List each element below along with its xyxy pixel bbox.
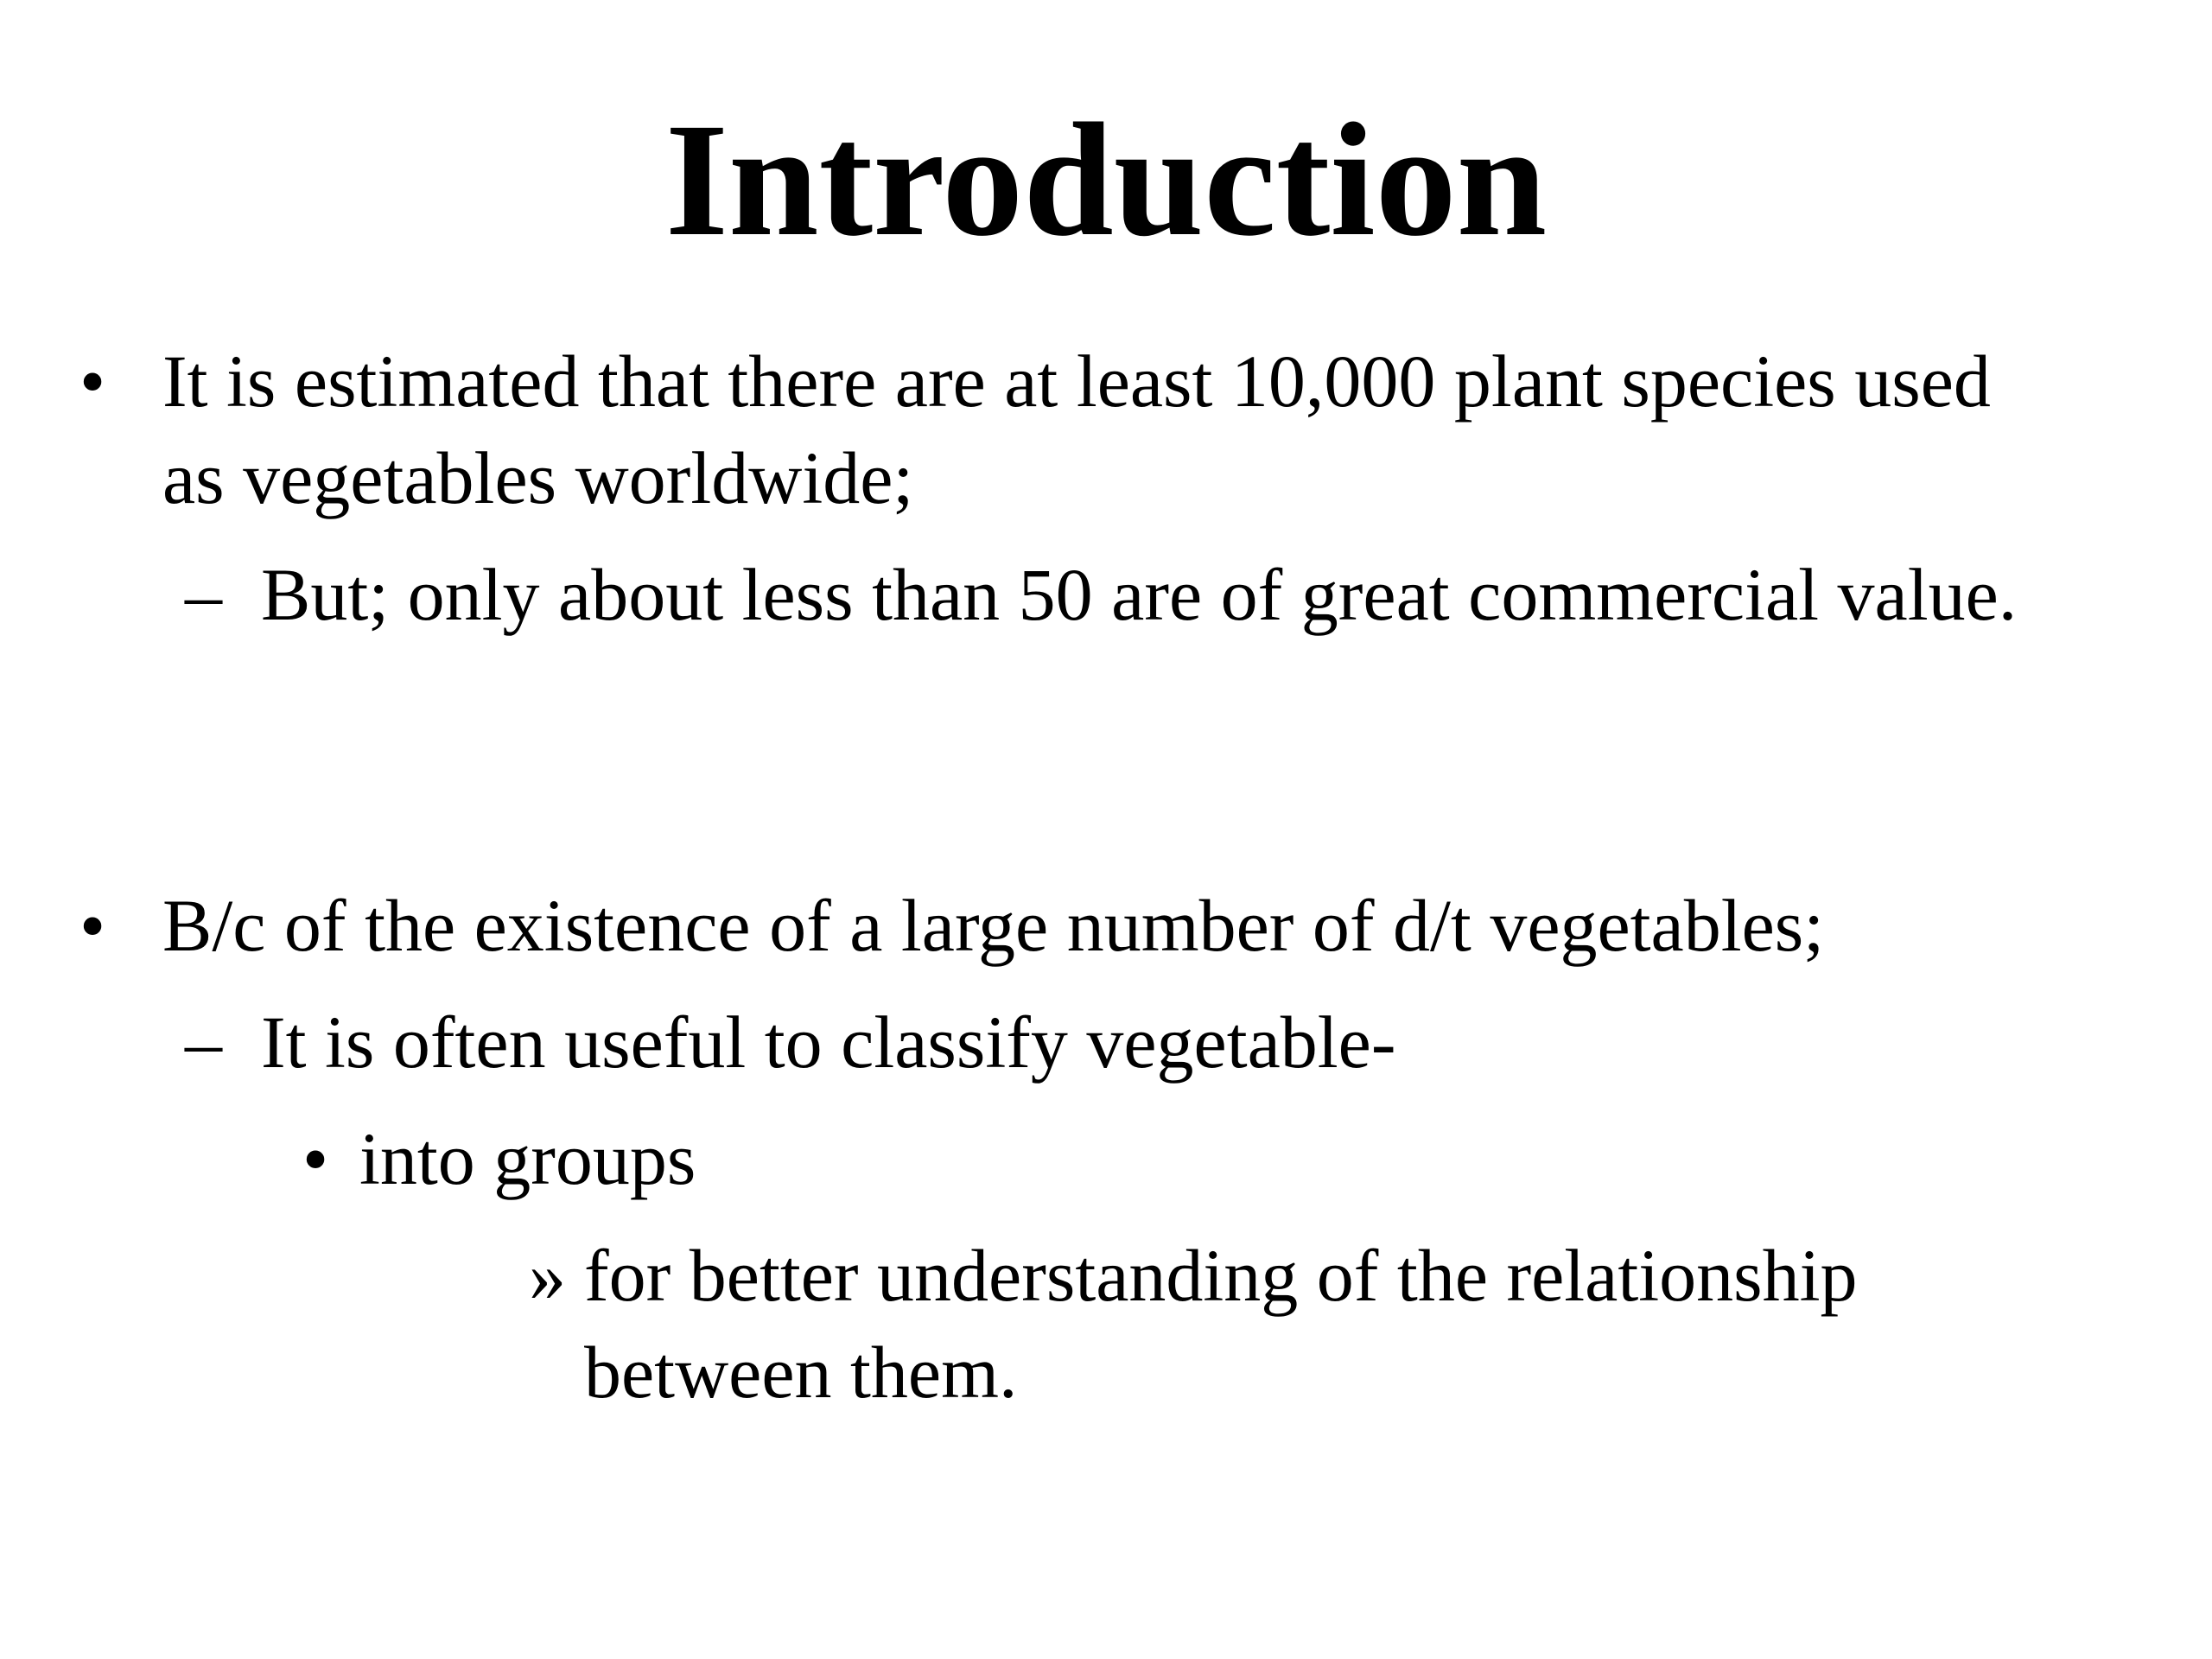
list-item-level3 bbox=[302, 1110, 2031, 1207]
sub-bullet-text: But; only about less than 50 are of great commercial value. bbox=[261, 553, 2018, 636]
list-item-level4 bbox=[529, 1227, 2041, 1421]
slide-title: Introduction bbox=[664, 89, 1548, 270]
dash-marker: – bbox=[185, 1001, 222, 1084]
bullet-text: It is estimated that there are at least 10,000 plant species used as vegetables worldwide; bbox=[162, 340, 1991, 519]
bullet-text: B/c of the existence of a large number of d/t vegetables; bbox=[162, 884, 1825, 967]
list-item-level1 bbox=[79, 877, 2058, 974]
list-item-level1 bbox=[79, 333, 2058, 526]
sub-sub-bullet-text: into groups bbox=[359, 1117, 696, 1200]
bullet-marker: • bbox=[79, 884, 106, 967]
sub-bullet-text: It is often useful to classify vegetable- bbox=[261, 1001, 1396, 1084]
level4-text: for better understanding of the relationship between them. bbox=[584, 1234, 1858, 1414]
raquo-marker: » bbox=[529, 1234, 566, 1317]
bullet-marker: • bbox=[302, 1117, 329, 1200]
list-item-level2 bbox=[185, 546, 2077, 643]
list-item-level2 bbox=[185, 994, 2077, 1090]
bullet-marker: • bbox=[79, 340, 106, 423]
dash-marker: – bbox=[185, 553, 222, 636]
